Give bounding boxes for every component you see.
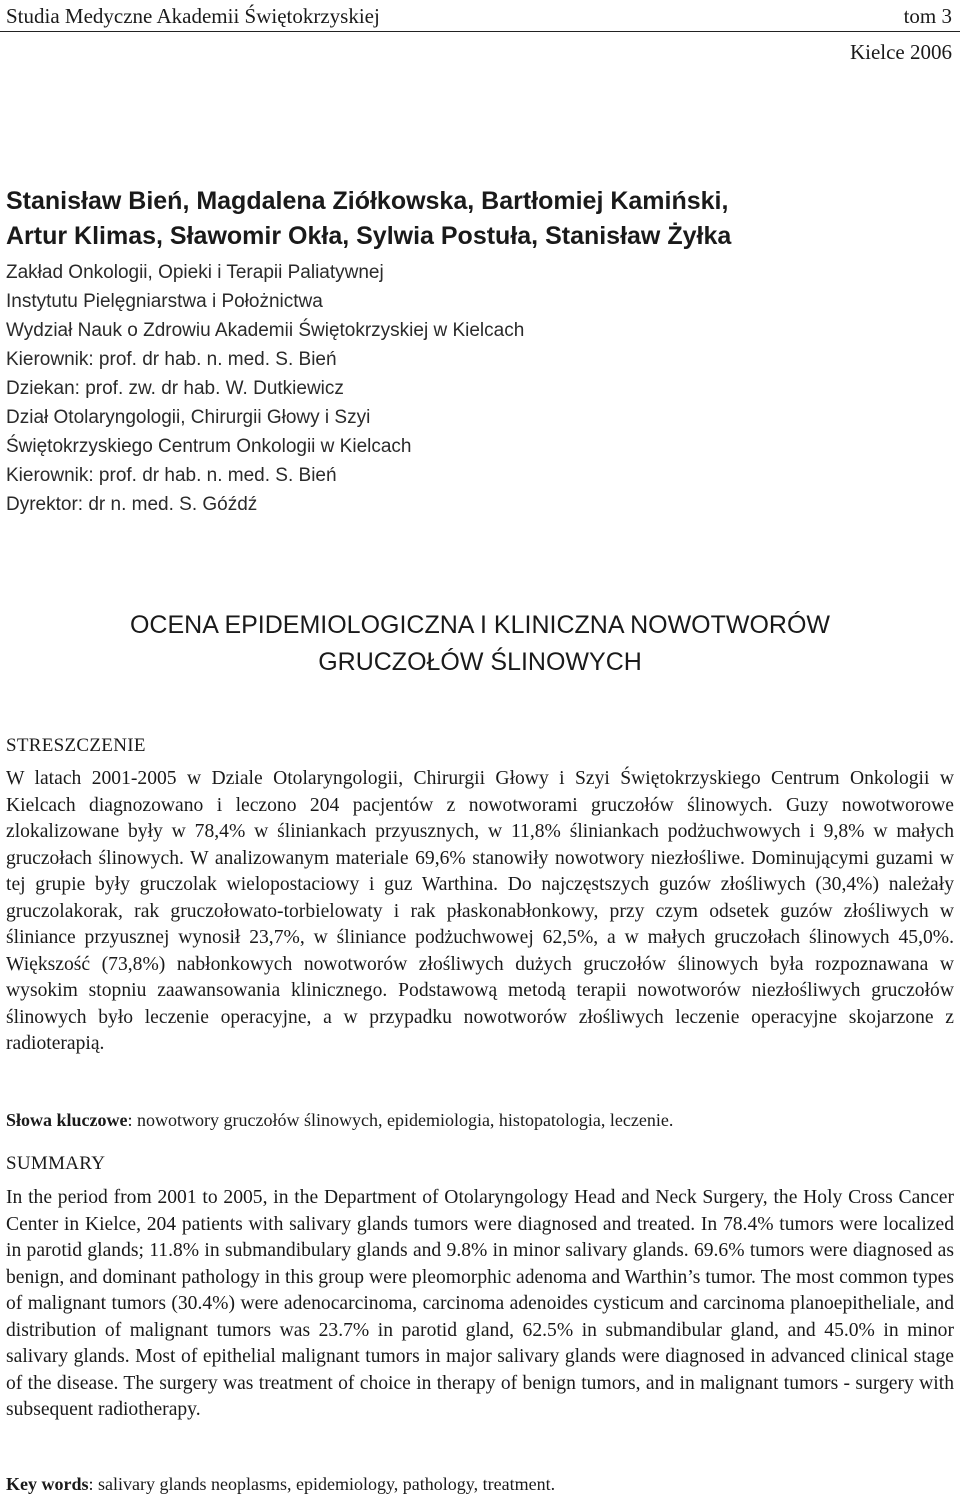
english-keywords: [6, 1472, 555, 1496]
streszczenie-text: W latach 2001-2005 w Dziale Otolaryngologii, Chirurgii Głowy i Szyi Świętokrzyskiego Centrum Onkologii w Kielcach diagnozowano i leczono 204 pacjentów z nowotworami gruczołów ślinowych. Guzy nowotworowe zlokalizowane były w 78,4% w śliniankach przyusznych, w 11,8% śliniankach podżuchwowych i 9,8% w małych gruczołach ślinowych. W analizowanym materiale 69,6% stanowiły nowotwory niezłośliwe. Dominującymi guzami w tej grupie były gruczolak wielopostaciowy i guz Warthina. Do najczęstszych guzów złośliwych (30,4%) należały gruczolakorak, rak gruczołowato-torbielowaty i rak płaskonabłonkowy, przy czym odsetek guzów złośliwych w śliniance przyusznej wynosił 23,7%, w śliniance podżuchwowej 62,5%, a w małych gruczołach ślinowych 45,0%. Większość (73,8%) nabłonkowych nowotworów złośliwych dużych gruczołów ślinowych była rozpoznawana w wysokim stopniu zaawansowania klinicznego. Podstawową metodą terapii nowotworów niezłośliwych gruczołów ślinowych było leczenie operacyjne, a w przypadku nowotworów złośliwych leczenie operacyjne skojarzone z radioterapią.: [6, 768, 954, 1054]
affiliation-line: Dziekan: prof. zw. dr hab. W. Dutkiewicz: [6, 378, 344, 399]
affiliation-line: Kierownik: prof. dr hab. n. med. S. Bień: [6, 349, 337, 370]
affiliation-line: Zakład Onkologii, Opieki i Terapii Paliatywnej: [6, 262, 384, 283]
affiliation-line: Dyrektor: dr n. med. S. Góźdź: [6, 494, 258, 515]
affiliation-line: Kierownik: prof. dr hab. n. med. S. Bień: [6, 465, 337, 486]
header-rule: [0, 31, 960, 32]
volume-number: tom 3: [903, 4, 952, 28]
title-line: OCENA EPIDEMIOLOGICZNA I KLINICZNA NOWOTWORÓW: [129, 611, 831, 639]
affiliation-line: Dział Otolaryngologii, Chirurgii Głowy i Szyi: [6, 407, 371, 428]
author-line: Artur Klimas, Sławomir Okła, Sylwia Postuła, Stanisław Żyłka: [6, 222, 732, 250]
streszczenie-heading: STRESZCZENIE: [6, 735, 146, 756]
keywords-label: Słowa kluczowe: [6, 1110, 128, 1130]
affiliation-line: Wydział Nauk o Zdrowiu Akademii Świętokrzyskiej w Kielcach: [6, 320, 525, 341]
summary-text: In the period from 2001 to 2005, in the Department of Otolaryngology Head and Neck Surgery, the Holy Cross Cancer Center in Kielce, 204 patients with salivary glands tumors were diagnosed and treated. In 78.4% tumors were localized in parotid glands; 11.8% in submandibulary glands and 9.8% in minor salivary glands. 69.6% tumors were diagnosed as benign, and dominant pathology in this group were pleomorphic adenoma and Warthin’s tumor. The most common types of malignant tumors (30.4%) were adenocarcinoma, carcinoma adenoides cysticum and carcinoma planoepitheliale, and distribution of malignant tumors was 23.7% in parotid gland, 62.5% in submandibular gland, and 45.0% in minor salivary glands. Most of epithelial malignant tumors in major salivary glands were diagnosed in advanced clinical stage of the disease. The surgery was treatment of choice in therapy of benign tumors, and in malignant tumors - surgery with subsequent radiotherapy.: [6, 1187, 954, 1420]
keywords-label: Key words: [6, 1474, 89, 1494]
affiliation-line: Świętokrzyskiego Centrum Onkologii w Kielcach: [6, 436, 412, 457]
title-line: GRUCZOŁÓW ŚLINOWYCH: [318, 648, 642, 676]
author-list: [6, 184, 956, 254]
journal-name: Studia Medyczne Akademii Świętokrzyskiej: [6, 4, 380, 28]
affiliations: [6, 258, 956, 519]
summary-heading: SUMMARY: [6, 1153, 106, 1174]
keywords-value: : nowotwory gruczołów ślinowych, epidemiologia, histopatologia, leczenie.: [127, 1110, 674, 1130]
article-title: [0, 607, 960, 681]
place-year: Kielce 2006: [849, 40, 952, 64]
affiliation-line: Instytutu Pielęgniarstwa i Położnictwa: [6, 291, 323, 312]
author-line: Stanisław Bień, Magdalena Ziółkowska, Bartłomiej Kamiński,: [6, 187, 729, 215]
polish-keywords: [6, 1108, 673, 1132]
keywords-value: : salivary glands neoplasms, epidemiology, pathology, treatment.: [88, 1474, 556, 1494]
